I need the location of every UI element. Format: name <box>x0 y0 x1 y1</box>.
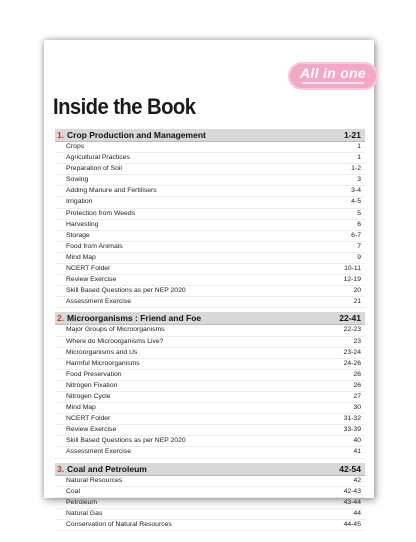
toc-entry-label: Mind Map <box>66 253 96 261</box>
toc-entry-pages: 42 <box>353 476 361 484</box>
section-title: Coal and Petroleum <box>67 463 147 474</box>
toc-entry-label: Storage <box>66 231 90 239</box>
toc-entry <box>55 520 365 531</box>
toc-entry-pages: 41 <box>353 448 361 456</box>
toc-entry-pages: 5 <box>357 209 361 217</box>
toc-entry-label: Major Groups of Microorganisms <box>66 326 165 334</box>
toc-entry-label: Irrigation <box>66 198 93 206</box>
toc-entry <box>55 197 365 208</box>
toc-entry-label: Food Preservation <box>66 370 122 378</box>
toc-entry-pages: 23 <box>353 337 361 345</box>
toc-entry-pages: 12-19 <box>343 276 361 284</box>
toc-entry <box>55 498 365 509</box>
toc-entry-pages: 1 <box>357 154 361 162</box>
toc-entry-label: Assessment Exercise <box>66 298 131 306</box>
toc-entry <box>55 297 365 308</box>
logo-text: All in one <box>300 65 366 81</box>
toc-entry-pages: 24-26 <box>343 359 361 367</box>
toc-entry-pages: 23-24 <box>343 348 361 356</box>
toc-entry-label: Where do Microorganisms Live? <box>66 337 164 345</box>
toc-entry <box>55 487 365 498</box>
toc-entry <box>55 220 365 231</box>
toc-entry <box>55 509 365 520</box>
toc-entry <box>55 275 365 286</box>
section-pages: 42-54 <box>339 463 361 474</box>
section-title: Microorganisms : Friend and Foe <box>67 313 202 324</box>
toc-entry-pages: 43-44 <box>343 498 361 506</box>
toc-entry-label: Microorganisms and Us <box>66 348 138 356</box>
toc-entry-label: Sowing <box>66 176 89 184</box>
section-pages: 1-21 <box>343 130 361 140</box>
section-pages: 22-41 <box>339 313 361 324</box>
page-title: Inside the Book <box>53 94 196 119</box>
toc-entry-pages: 4-5 <box>351 198 361 206</box>
toc-entry-pages: 33-39 <box>343 426 361 434</box>
toc-entry <box>55 153 365 164</box>
section-header <box>55 463 365 476</box>
toc-entry-pages: 21 <box>353 298 361 306</box>
toc-entry-pages: 22-23 <box>343 326 361 334</box>
toc-entry-label: Harmful Microorganisms <box>66 359 140 367</box>
toc-entry-pages: 9 <box>357 253 361 261</box>
toc-entry <box>55 209 365 220</box>
toc-entry-label: Protection from Weeds <box>66 209 136 217</box>
toc-entry <box>55 425 365 436</box>
toc-entry-label: Agricultural Practices <box>66 154 130 162</box>
toc-entry-label: Nitrogen Cycle <box>66 392 111 400</box>
toc-entry-pages: 3 <box>357 176 361 184</box>
section-header <box>55 129 365 142</box>
toc-entry-pages: 3-4 <box>351 187 361 195</box>
toc-entry-pages: 26 <box>353 381 361 389</box>
toc-entry-label: Preparation of Soil <box>66 165 122 173</box>
toc-entry-pages: 31-32 <box>343 415 361 423</box>
toc-entry-label: Harvesting <box>66 220 99 228</box>
toc-entry <box>55 414 365 425</box>
toc-entry <box>55 164 365 175</box>
toc-entry-label: Petroleum <box>66 498 97 506</box>
toc-entry-label: NCERT Folder <box>66 265 111 273</box>
toc-entry <box>55 403 365 414</box>
section-number: 2. <box>57 313 65 324</box>
toc-entry <box>55 348 365 359</box>
toc-entry <box>55 325 365 336</box>
toc-entry-pages: 6-7 <box>351 231 361 239</box>
toc-entry-pages: 40 <box>353 437 361 445</box>
table-of-contents <box>55 129 365 531</box>
toc-entry <box>55 286 365 297</box>
toc-entry-label: Food from Animals <box>66 242 123 250</box>
toc-entry-pages: 44-45 <box>343 520 361 528</box>
toc-entry-label: Mind Map <box>66 404 96 412</box>
toc-entry <box>55 392 365 403</box>
toc-entry-pages: 26 <box>353 370 361 378</box>
toc-entry-pages: 7 <box>357 242 361 250</box>
toc-entry <box>55 370 365 381</box>
toc-entry-pages: 10-11 <box>344 265 361 273</box>
toc-entry <box>55 381 365 392</box>
toc-entry <box>55 476 365 487</box>
section-title: Crop Production and Management <box>67 130 206 140</box>
toc-entry-label: Natural Resources <box>66 476 123 484</box>
toc-entry-label: NCERT Folder <box>66 415 111 423</box>
toc-entry-label: Conservation of Natural Resources <box>66 520 172 528</box>
section-number: 3. <box>57 463 65 474</box>
toc-entry <box>55 436 365 447</box>
toc-entry-label: Crops <box>66 143 85 150</box>
toc-entry-label: Review Exercise <box>66 426 117 434</box>
toc-entry <box>55 447 365 458</box>
toc-entry <box>55 253 365 264</box>
toc-entry <box>55 175 365 186</box>
toc-entry-label: Assessment Exercise <box>66 448 131 456</box>
toc-entry <box>55 337 365 348</box>
toc-entry-label: Review Exercise <box>66 276 117 284</box>
toc-entry-label: Skill Based Questions as per NEP 2020 <box>66 437 186 445</box>
toc-entry-label: Adding Manure and Fertilisers <box>66 187 157 195</box>
toc-entry <box>55 359 365 370</box>
toc-entry-pages: 27 <box>353 392 361 400</box>
section-header <box>55 312 365 325</box>
all-in-one-logo <box>288 62 378 90</box>
toc-entry-label: Natural Gas <box>66 509 103 517</box>
toc-entry-label: Skill Based Questions as per NEP 2020 <box>66 287 186 295</box>
toc-entry-label: Nitrogen Fixation <box>66 381 118 389</box>
section-number: 1. <box>57 130 65 140</box>
toc-entry-pages: 1-2 <box>351 165 361 173</box>
toc-entry <box>55 242 365 253</box>
logo-tagline-mark <box>302 82 364 84</box>
toc-entry <box>55 231 365 242</box>
toc-entry-pages: 20 <box>353 287 361 295</box>
toc-entry-label: Coal <box>66 487 80 495</box>
toc-entry-pages: 30 <box>353 404 361 412</box>
toc-entry-pages: 44 <box>353 509 361 517</box>
toc-entry <box>55 186 365 197</box>
toc-entry-pages: 6 <box>357 220 361 228</box>
toc-entry <box>55 142 365 153</box>
toc-entry-pages: 42-43 <box>343 487 361 495</box>
toc-entry-pages: 1 <box>357 143 361 150</box>
toc-entry <box>55 264 365 275</box>
